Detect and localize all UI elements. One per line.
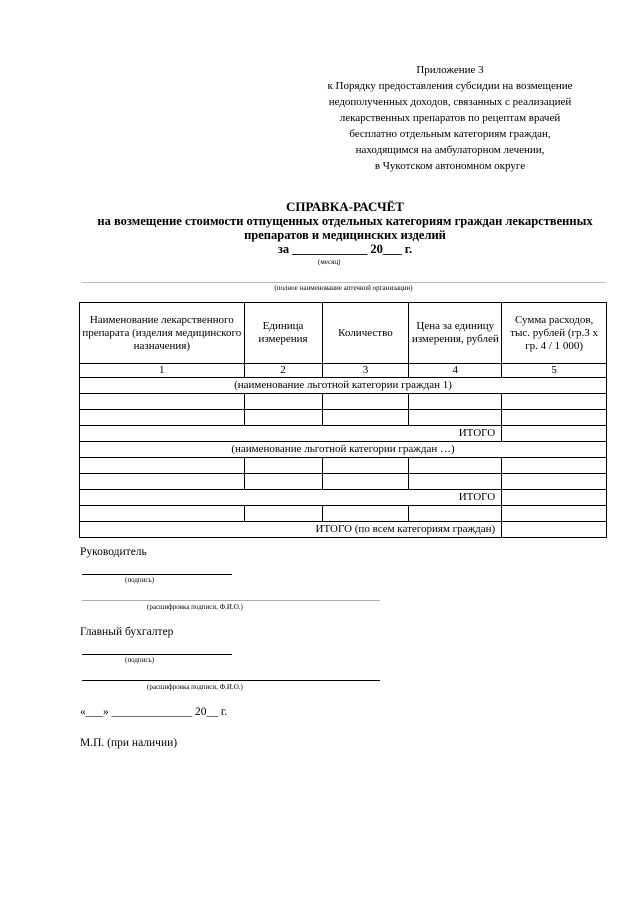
table-header-row	[80, 303, 607, 364]
header-cell: Единица измерения	[244, 303, 322, 364]
appendix-line: находящимся на амбулаторном лечении,	[355, 144, 545, 156]
column-number: 4	[409, 364, 502, 378]
column-number: 3	[322, 364, 409, 378]
subtotal-label: ИТОГО	[80, 426, 502, 442]
header-cell: Количество	[322, 303, 409, 364]
appendix-line: недополученных доходов, связанных с реализацией	[328, 96, 572, 108]
column-number: 2	[244, 364, 322, 378]
column-number: 1	[80, 364, 245, 378]
table-row	[80, 394, 607, 410]
table-row	[80, 458, 607, 474]
table-cell[interactable]	[80, 506, 245, 522]
category-row	[80, 442, 607, 458]
title-period: за ____________ 20___ г.	[277, 242, 413, 256]
header-cell: Цена за единицу измерения, рублей	[409, 303, 502, 364]
month-caption: (месяц)	[318, 258, 341, 266]
director-decode-line	[82, 600, 380, 601]
table-cell[interactable]	[502, 410, 607, 426]
table-cell[interactable]	[244, 410, 322, 426]
appendix-line: Приложение 3	[416, 64, 484, 76]
subtotal-row	[80, 490, 607, 506]
table-cell[interactable]	[409, 394, 502, 410]
table-cell[interactable]	[244, 474, 322, 490]
subtotal-label: ИТОГО	[80, 490, 502, 506]
table-row	[80, 410, 607, 426]
table-cell[interactable]	[502, 458, 607, 474]
subtotal-value[interactable]	[502, 426, 607, 442]
calculation-table	[79, 302, 607, 538]
subtotal-value[interactable]	[502, 490, 607, 506]
table-cell[interactable]	[409, 506, 502, 522]
table-cell[interactable]	[322, 506, 409, 522]
document-title	[80, 200, 610, 256]
table-row	[80, 506, 607, 522]
table-number-row	[80, 364, 607, 378]
table-cell[interactable]	[80, 394, 245, 410]
org-name-caption: (полное наименование аптечной организации)	[274, 284, 413, 292]
table-row	[80, 474, 607, 490]
title-subtitle-line2: препаратов и медицинских изделий	[244, 228, 446, 242]
grand-total-label: ИТОГО (по всем категориям граждан)	[80, 522, 502, 538]
header-cell: Сумма расходов, тыс. рублей (гр.3 х гр. 4 / 1 000)	[502, 303, 607, 364]
grand-total-value[interactable]	[502, 522, 607, 538]
table-cell[interactable]	[80, 410, 245, 426]
grand-total-row	[80, 522, 607, 538]
seal-label: М.П. (при наличии)	[80, 737, 178, 749]
header-cell: Наименование лекарственного препарата (изделия медицинского назначения)	[80, 303, 245, 364]
table-cell[interactable]	[80, 474, 245, 490]
table-cell[interactable]	[322, 474, 409, 490]
appendix-line: лекарственных препаратов по рецептам врачей	[339, 112, 561, 124]
accountant-decode-caption: (расшифровка подписи, Ф.И.О.)	[147, 683, 243, 691]
title-heading: СПРАВКА-РАСЧЁТ	[286, 199, 404, 214]
table-cell[interactable]	[502, 506, 607, 522]
category-name: (наименование льготной категории граждан 1)	[80, 378, 607, 394]
appendix-line: к Порядку предоставления субсидии на возмещение	[327, 80, 573, 92]
accountant-decode-line	[82, 680, 380, 681]
date-line: «___» ______________ 20__ г.	[80, 706, 228, 718]
director-signature-line	[82, 574, 232, 575]
director-decode-caption: (расшифровка подписи, Ф.И.О.)	[147, 603, 243, 611]
table-cell[interactable]	[244, 506, 322, 522]
table-cell[interactable]	[80, 458, 245, 474]
appendix-line: бесплатно отдельным категориям граждан,	[349, 128, 551, 140]
director-signature-caption: (подпись)	[125, 576, 155, 584]
table-cell[interactable]	[409, 474, 502, 490]
category-name: (наименование льготной категории граждан …)	[80, 442, 607, 458]
chief-accountant-label: Главный бухгалтер	[80, 626, 174, 638]
title-subtitle-line1: на возмещение стоимости отпущенных отдельных категориям граждан лекарственных	[97, 214, 593, 228]
accountant-signature-line	[82, 654, 232, 655]
table-cell[interactable]	[244, 394, 322, 410]
column-number: 5	[502, 364, 607, 378]
subtotal-row	[80, 426, 607, 442]
director-label: Руководитель	[80, 546, 147, 558]
accountant-signature-caption: (подпись)	[125, 656, 155, 664]
table-cell[interactable]	[409, 410, 502, 426]
appendix-block	[300, 62, 600, 174]
org-name-line	[82, 282, 605, 283]
category-row	[80, 378, 607, 394]
table-cell[interactable]	[502, 474, 607, 490]
table-cell[interactable]	[502, 394, 607, 410]
table-cell[interactable]	[409, 458, 502, 474]
table-cell[interactable]	[322, 458, 409, 474]
appendix-line: в Чукотском автономном округе	[374, 160, 526, 172]
table-cell[interactable]	[322, 394, 409, 410]
table-cell[interactable]	[244, 458, 322, 474]
table-cell[interactable]	[322, 410, 409, 426]
